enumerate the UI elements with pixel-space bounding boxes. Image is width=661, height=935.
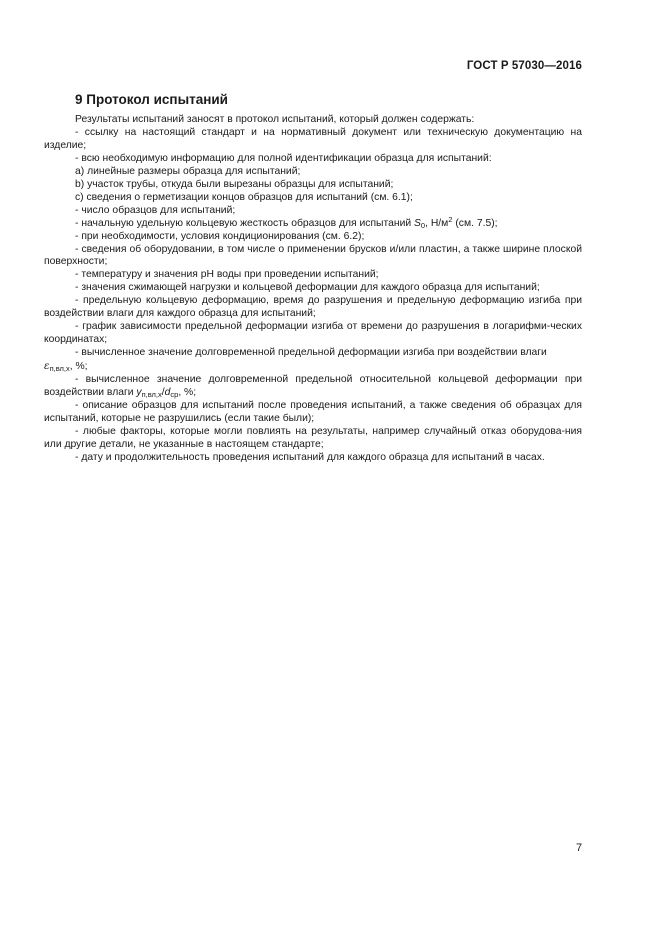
list-item-graph: - график зависимости предельной деформации изгиба от времени до разрушения в логарифми-ческих координатах;: [44, 321, 582, 346]
sub-item-c: с) сведения о герметизации концов образцов для испытаний (см. 6.1);: [75, 191, 413, 203]
longterm-relative-text: - вычисленное значение долговременной предельной относительной кольцевой деформации при воздействии влаги: [44, 374, 582, 399]
stiffness-superscript: 2: [448, 214, 453, 224]
list-item-factors: - любые факторы, которые могли повлиять на результаты, например случайный отказ оборудова-ния или другие детали, не указанные в настоящем стандарте;: [44, 425, 582, 450]
list-item-date: - дату и продолжительность проведения испытаний для каждого образца для испытаний в часах.: [75, 451, 545, 463]
intro-paragraph: Результаты испытаний заносят в протокол испытаний, который должен содержать:: [75, 114, 475, 125]
longterm-bending-unit: , %;: [69, 361, 88, 373]
stiffness-symbol: S: [414, 217, 421, 229]
list-item-temperature: - температуру и значения рН воды при проведении испытаний;: [75, 269, 379, 281]
list-item-stiffness: [44, 214, 582, 231]
stiffness-subscript: 0: [420, 220, 426, 230]
section-body: [44, 114, 582, 465]
ratio-slash: /: [161, 387, 165, 399]
stiffness-reference: (см. 7.5);: [452, 217, 498, 229]
section-title: 9 Протокол испытаний: [75, 92, 228, 107]
sub-item-a: а) линейные размеры образца для испытаний;: [75, 165, 301, 177]
stiffness-unit: , Н/м: [425, 217, 449, 229]
epsilon-subscript: п,вл,x: [49, 364, 70, 374]
list-item-conditioning: - при необходимости, условия кондиционирования (см. 6.2);: [75, 230, 365, 242]
list-item-longterm-bending: [44, 347, 582, 374]
list-item-count: - число образцов для испытаний;: [75, 204, 236, 216]
y-subscript: п,вл,x: [141, 390, 162, 400]
list-item-equipment: - сведения об оборудовании, в том числе о применении брусков и/или пластин, а также ширине плоской поверхности;: [44, 243, 582, 268]
list-item-loads: - значения сжимающей нагрузки и кольцевой деформации для каждого образца для испытаний;: [75, 282, 540, 294]
list-item-longterm-relative: [44, 374, 582, 400]
standard-header: ГОСТ Р 57030—2016: [466, 60, 582, 72]
epsilon-symbol: ε: [44, 360, 50, 373]
d-subscript: ср: [170, 390, 179, 400]
y-symbol: y: [136, 387, 142, 399]
list-item-identification: - всю необходимую информацию для полной идентификации образца для испытаний:: [75, 152, 492, 164]
d-symbol: d: [164, 387, 171, 399]
longterm-bending-text: - вычисленное значение долговременной предельной деформации изгиба при воздействии влаги: [75, 347, 547, 359]
list-item-description: - описание образцов для испытаний после проведения испытаний, а также сведения об образцах для испытаний, которые не разрушились (если такие были);: [44, 399, 582, 424]
stiffness-text: - начальную удельную кольцевую жесткость образцов для испытаний: [75, 217, 415, 229]
sub-item-b: b) участок трубы, откуда были вырезаны образцы для испытаний;: [75, 178, 394, 190]
list-item-ultimate-deformation: - предельную кольцевую деформацию, время до разрушения и предельную деформацию изгиба при воздействии влаги для каждого образца для испытаний;: [44, 295, 582, 320]
longterm-relative-unit: , %;: [178, 387, 197, 399]
list-item-reference: - ссылку на настоящий стандарт и на нормативный документ или техническую документацию на изделие;: [44, 126, 582, 151]
page-number: 7: [576, 842, 583, 854]
